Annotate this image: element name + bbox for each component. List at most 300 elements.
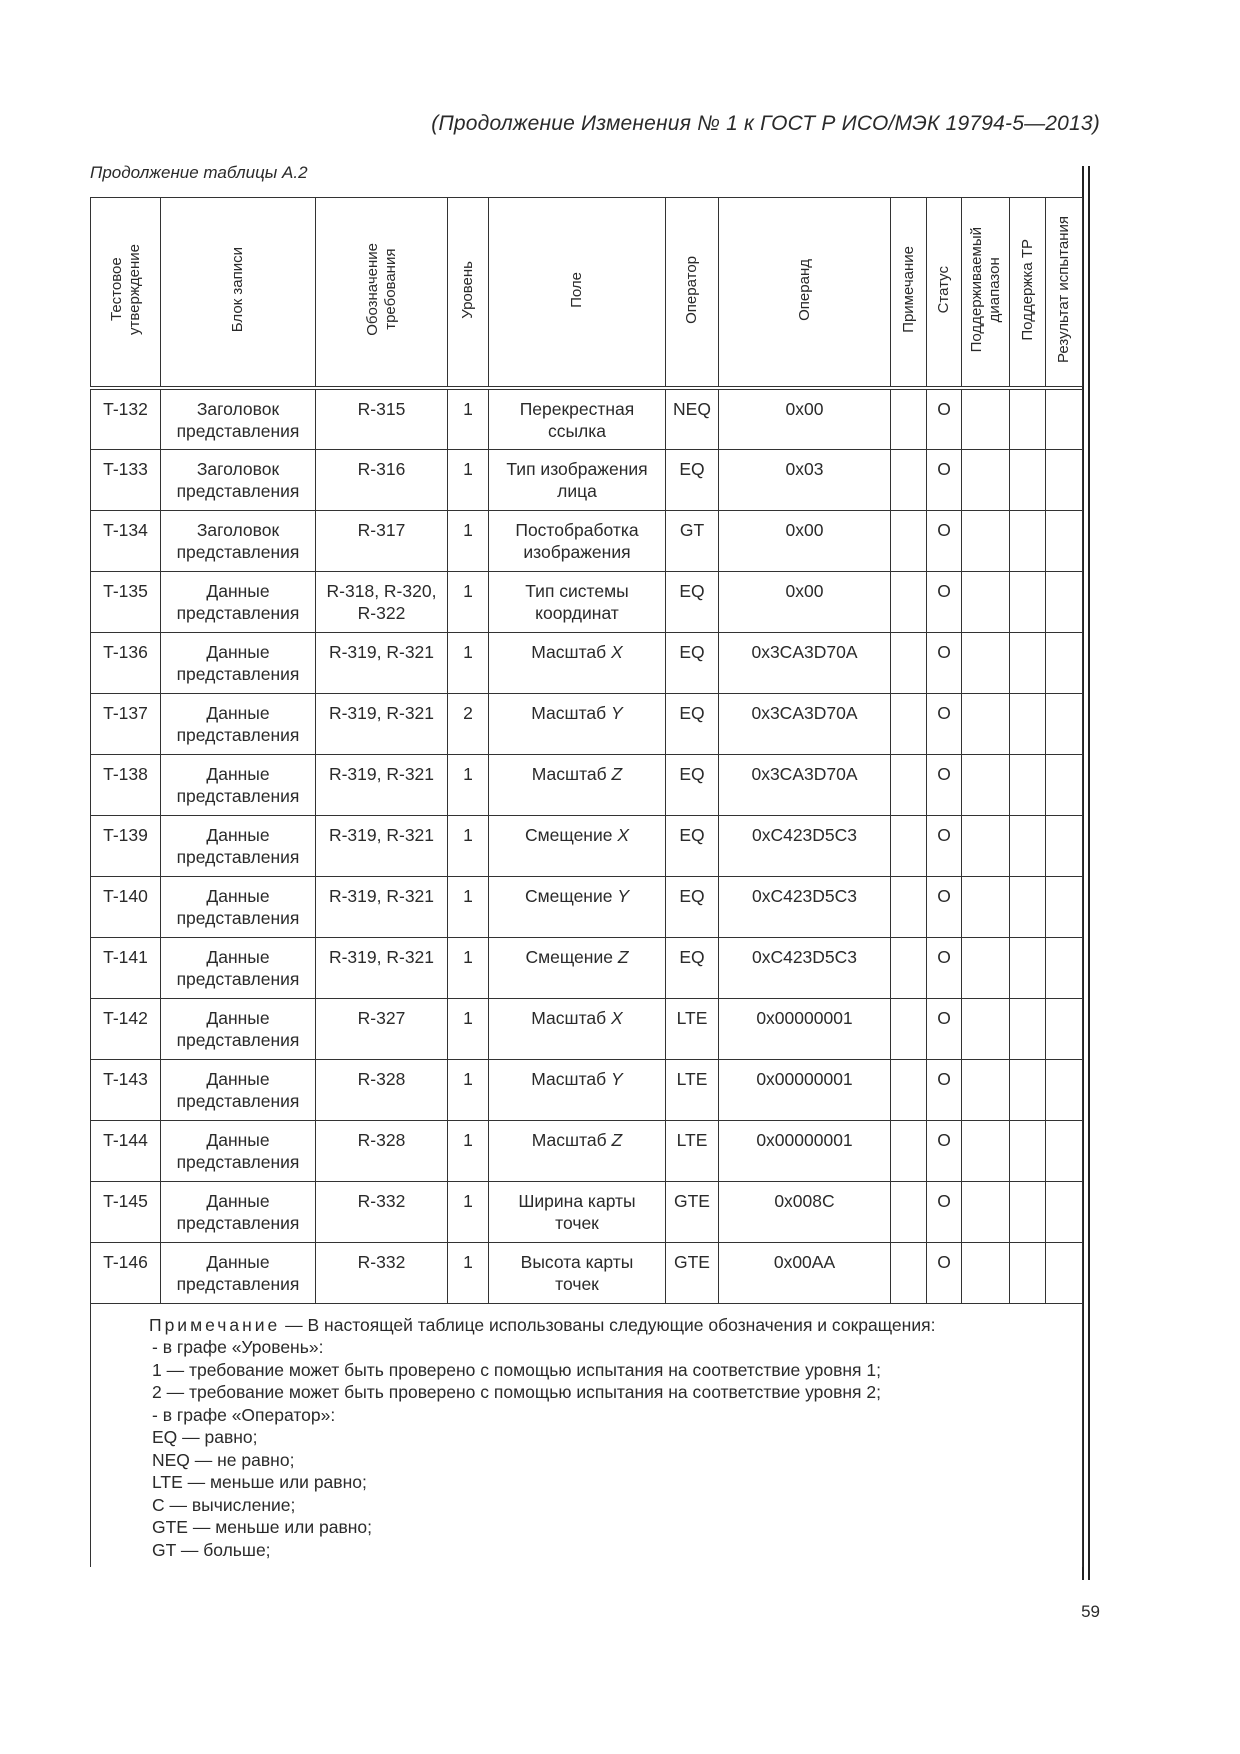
test-id-cell: [91, 1181, 161, 1242]
tp-support-cell: [1010, 632, 1046, 693]
operator-cell: [666, 449, 719, 510]
record-block-cell: [161, 815, 316, 876]
table-row: [91, 388, 1083, 449]
test-result-cell: [1046, 449, 1083, 510]
operator-cell-text: EQ: [679, 824, 705, 845]
level-cell: [448, 1242, 489, 1303]
operand-cell-text: 0x3CA3D70A: [751, 702, 858, 723]
requirement-cell-line: R-317: [357, 519, 406, 540]
requirement-cell-line: R-319, R-321: [328, 946, 435, 967]
tp-support-cell: [1010, 1120, 1046, 1181]
field-cell-line: [489, 480, 665, 502]
level-cell-text: 1: [463, 1251, 473, 1272]
operator-cell-text: EQ: [679, 580, 705, 601]
column-header-label: [683, 256, 701, 324]
operand-cell: [719, 754, 891, 815]
level-cell-text: 2: [463, 702, 473, 723]
record-block-cell-line: Данные: [206, 946, 270, 967]
record-block-cell-line: представления: [176, 1212, 300, 1233]
field-cell: [489, 815, 666, 876]
requirement-cell-line: R-319, R-321: [328, 763, 435, 784]
record-block-cell-line: представления: [176, 968, 300, 989]
supported-range-cell: [962, 937, 1010, 998]
test-result-cell: [1046, 1120, 1083, 1181]
note-cell: [891, 1120, 927, 1181]
operator-cell-text: LTE: [676, 1068, 708, 1089]
note-cell: [891, 1181, 927, 1242]
tp-support-cell: [1010, 388, 1046, 449]
note-line: EQ — равно;: [152, 1427, 258, 1447]
field-cell: [489, 510, 666, 571]
column-header-line: Поддерживаемый: [967, 226, 985, 353]
column-header-label: [796, 259, 814, 321]
status-cell: [927, 1242, 962, 1303]
requirement-cell: [316, 754, 448, 815]
record-block-cell-line: представления: [176, 480, 300, 501]
requirement-cell: [316, 1242, 448, 1303]
test-result-cell: [1046, 998, 1083, 1059]
status-cell: [927, 754, 962, 815]
test-result-cell: [1046, 876, 1083, 937]
field-cell-line: [489, 398, 665, 420]
field-cell-line: [489, 641, 665, 663]
operand-cell: [719, 1181, 891, 1242]
field-text: Масштаб: [531, 1007, 612, 1028]
requirement-cell-line: R-332: [357, 1251, 406, 1272]
test-id-cell-text: T-146: [103, 1251, 148, 1272]
tp-support-cell: [1010, 693, 1046, 754]
table-row: [91, 754, 1083, 815]
test-id-cell: [91, 388, 161, 449]
requirement-cell-line: R-319, R-321: [328, 885, 435, 906]
field-cell-line: [489, 1212, 665, 1234]
operand-cell: [719, 510, 891, 571]
table-row: [91, 510, 1083, 571]
test-result-cell: [1046, 754, 1083, 815]
field-variable: X: [611, 641, 623, 662]
note-lines: [149, 1336, 1082, 1561]
level-cell-text: 1: [463, 1190, 473, 1211]
test-id-cell: [91, 876, 161, 937]
supported-range-cell: [962, 693, 1010, 754]
table-row: [91, 1181, 1083, 1242]
status-cell: [927, 1059, 962, 1120]
record-block-cell-line: Данные: [206, 824, 270, 845]
column-header: [1010, 198, 1046, 389]
field-cell-line: [489, 580, 665, 602]
level-cell: [448, 571, 489, 632]
supported-range-cell: [962, 510, 1010, 571]
status-cell-text: O: [937, 580, 951, 601]
record-block-cell-line: представления: [176, 663, 300, 684]
note-line: 1 — требование может быть проверено с помощью испытания на соответствие уровня 1;: [152, 1359, 881, 1380]
operand-cell: [719, 998, 891, 1059]
table-header-row: [91, 198, 1083, 389]
operand-cell-text: 0x3CA3D70A: [751, 763, 858, 784]
requirement-cell-line: R-332: [357, 1190, 406, 1211]
field-variable: Y: [617, 885, 630, 906]
record-block-cell: [161, 571, 316, 632]
status-cell: [927, 998, 962, 1059]
record-block-cell: [161, 1059, 316, 1120]
test-id-cell: [91, 937, 161, 998]
test-id-cell-text: T-142: [103, 1007, 148, 1028]
test-id-cell: [91, 632, 161, 693]
test-id-cell-text: T-143: [103, 1068, 148, 1089]
test-id-cell: [91, 510, 161, 571]
record-block-cell-line: Данные: [206, 702, 270, 723]
operator-cell: [666, 998, 719, 1059]
operator-cell: [666, 510, 719, 571]
status-cell: [927, 815, 962, 876]
level-cell-text: 1: [463, 1129, 473, 1150]
operator-cell: [666, 1242, 719, 1303]
level-cell: [448, 754, 489, 815]
tp-support-cell: [1010, 510, 1046, 571]
operand-cell: [719, 1120, 891, 1181]
record-block-cell-line: представления: [176, 1273, 300, 1294]
level-cell: [448, 1059, 489, 1120]
column-header-line: Поддержка ТР: [1018, 238, 1036, 341]
field-text: лица: [557, 480, 597, 501]
note-cell: [891, 632, 927, 693]
column-header-label: [568, 272, 586, 308]
operator-cell: [666, 754, 719, 815]
operand-cell: [719, 876, 891, 937]
tp-support-cell: [1010, 815, 1046, 876]
operand-cell-text: 0xC423D5C3: [751, 946, 858, 967]
operand-cell-text: 0x00000001: [756, 1068, 853, 1089]
record-block-cell: [161, 937, 316, 998]
field-cell: [489, 632, 666, 693]
operator-cell-text: EQ: [679, 763, 705, 784]
column-header-label: [108, 244, 144, 335]
note-cell: [891, 815, 927, 876]
note-cell: [891, 1242, 927, 1303]
column-header: [161, 198, 316, 389]
requirement-cell: [316, 510, 448, 571]
field-cell-line: [489, 519, 665, 541]
note-cell: [891, 449, 927, 510]
status-cell: [927, 1181, 962, 1242]
status-cell-text: O: [937, 519, 951, 540]
field-cell: [489, 693, 666, 754]
field-cell-line: [489, 763, 665, 785]
operand-cell-text: 0x00: [785, 399, 824, 419]
note-cell: [891, 937, 927, 998]
record-block-cell: [161, 754, 316, 815]
operator-cell: [666, 876, 719, 937]
supported-range-cell: [962, 449, 1010, 510]
field-cell: [489, 449, 666, 510]
requirement-cell: [316, 1120, 448, 1181]
level-cell-text: 1: [463, 885, 473, 906]
field-cell-line: [489, 541, 665, 563]
test-id-cell-text: T-133: [103, 458, 148, 479]
frame-line-outer: [1088, 166, 1090, 1580]
record-block-cell-line: Заголовок: [196, 519, 280, 540]
table-caption: Продолжение таблицы А.2: [90, 163, 308, 182]
field-variable: Z: [617, 946, 629, 967]
field-text: Масштаб: [531, 763, 612, 784]
test-id-cell-text: T-140: [103, 885, 148, 906]
field-text: Высота карты: [520, 1251, 634, 1272]
level-cell: [448, 693, 489, 754]
level-cell: [448, 815, 489, 876]
requirement-cell: [316, 937, 448, 998]
table-row: [91, 1120, 1083, 1181]
status-cell-text: O: [937, 946, 951, 967]
operator-cell-text: EQ: [679, 458, 705, 479]
note-intro: — В настоящей таблице использованы следующие обозначения и сокращения:: [280, 1314, 936, 1335]
level-cell: [448, 998, 489, 1059]
record-block-cell: [161, 1242, 316, 1303]
note-cell: [891, 388, 927, 449]
supported-range-cell: [962, 1242, 1010, 1303]
operator-cell: [666, 937, 719, 998]
field-cell-line: [489, 1273, 665, 1295]
record-block-cell: [161, 510, 316, 571]
field-text: ссылка: [547, 421, 607, 441]
column-header-line: Результат испытания: [1055, 216, 1072, 363]
column-header: [316, 198, 448, 389]
requirements-table: [90, 197, 1082, 1567]
status-cell-text: O: [937, 702, 951, 723]
record-block-cell-line: Заголовок: [196, 458, 280, 479]
column-header: [489, 198, 666, 389]
test-id-cell: [91, 1059, 161, 1120]
tp-support-cell: [1010, 1181, 1046, 1242]
level-cell: [448, 449, 489, 510]
record-block-cell: [161, 632, 316, 693]
operator-cell-text: GTE: [674, 1251, 710, 1272]
field-text: Ширина карты: [518, 1190, 636, 1211]
operand-cell-text: 0x3CA3D70A: [751, 641, 858, 662]
field-cell-line: [489, 1068, 665, 1090]
test-result-cell: [1046, 510, 1083, 571]
record-block-cell-line: Данные: [206, 1068, 270, 1089]
status-cell: [927, 388, 962, 449]
field-text: Смещение: [524, 824, 618, 845]
table-row: [91, 1059, 1083, 1120]
column-header-line: Примечание: [899, 246, 917, 333]
supported-range-cell: [962, 876, 1010, 937]
field-variable: X: [617, 824, 630, 845]
note-line: GT — больше;: [152, 1539, 271, 1560]
field-cell-line: [489, 1190, 665, 1212]
tp-support-cell: [1010, 876, 1046, 937]
field-text: Перекрестная: [519, 399, 635, 419]
field-cell: [489, 754, 666, 815]
requirement-cell: [316, 693, 448, 754]
requirement-cell: [316, 815, 448, 876]
field-text: Тип системы: [525, 580, 629, 601]
test-id-cell: [91, 1242, 161, 1303]
test-id-cell: [91, 998, 161, 1059]
running-head: (Продолжение Изменения № 1 к ГОСТ Р ИСО/МЭК 19794-5—2013): [431, 112, 1100, 135]
field-cell: [489, 1242, 666, 1303]
operand-cell: [719, 571, 891, 632]
note-cell: [891, 1059, 927, 1120]
operand-cell-text: 0x00: [785, 519, 824, 540]
note-cell: [891, 571, 927, 632]
test-result-cell: [1046, 693, 1083, 754]
record-block-cell-line: представления: [176, 541, 300, 562]
column-header-label: [364, 243, 400, 336]
field-text: координат: [535, 602, 619, 623]
operand-cell: [719, 388, 891, 449]
operator-cell-text: GT: [679, 519, 705, 540]
supported-range-cell: [962, 754, 1010, 815]
field-cell: [489, 998, 666, 1059]
level-cell-text: 1: [463, 1068, 473, 1089]
requirement-cell-line: R-315: [357, 399, 406, 419]
column-header-label: [459, 261, 477, 319]
note-label: Примечание: [149, 1314, 281, 1335]
note-line: NEQ — не равно;: [152, 1449, 295, 1470]
column-header-label: [968, 227, 1004, 352]
note-line: C — вычисление;: [152, 1494, 296, 1515]
field-text: Масштаб: [531, 1129, 612, 1150]
status-cell-text: O: [937, 1251, 951, 1272]
operand-cell-text: 0x03: [785, 458, 824, 479]
test-result-cell: [1046, 571, 1083, 632]
status-cell-text: O: [937, 885, 951, 906]
operator-cell: [666, 1181, 719, 1242]
tp-support-cell: [1010, 1242, 1046, 1303]
level-cell: [448, 632, 489, 693]
field-cell-line: [489, 602, 665, 624]
tp-support-cell: [1010, 998, 1046, 1059]
record-block-cell-line: представления: [176, 785, 300, 806]
column-header-line: Поле: [568, 271, 585, 308]
test-result-cell: [1046, 1059, 1083, 1120]
operator-cell: [666, 1120, 719, 1181]
operator-cell-text: EQ: [679, 702, 705, 723]
column-header-label: [229, 247, 247, 332]
field-cell-line: [489, 1251, 665, 1273]
level-cell: [448, 510, 489, 571]
field-text: Смещение: [524, 885, 618, 906]
level-cell-text: 1: [463, 458, 473, 479]
field-cell: [489, 571, 666, 632]
field-text: Смещение: [525, 946, 618, 967]
level-cell-text: 1: [463, 763, 473, 784]
supported-range-cell: [962, 1181, 1010, 1242]
test-id-cell-text: T-141: [103, 946, 148, 967]
operator-cell: [666, 693, 719, 754]
note-line: - в графе «Оператор»:: [152, 1404, 336, 1425]
status-cell-text: O: [937, 1129, 951, 1150]
column-header: [1046, 198, 1083, 389]
test-id-cell: [91, 754, 161, 815]
note-line: GTE — меньше или равно;: [152, 1517, 373, 1537]
tp-support-cell: [1010, 937, 1046, 998]
operand-cell: [719, 449, 891, 510]
table-row: [91, 632, 1083, 693]
record-block-cell: [161, 876, 316, 937]
column-header-label: [935, 266, 953, 313]
table-note: [91, 1303, 1083, 1567]
field-cell: [489, 876, 666, 937]
operand-cell-text: 0xC423D5C3: [751, 824, 858, 845]
test-result-cell: [1046, 632, 1083, 693]
record-block-cell: [161, 388, 316, 449]
record-block-cell: [161, 1181, 316, 1242]
test-result-cell: [1046, 937, 1083, 998]
column-header: [448, 198, 489, 389]
operator-cell: [666, 815, 719, 876]
field-variable: Y: [611, 702, 623, 723]
table-row: [91, 876, 1083, 937]
supported-range-cell: [962, 571, 1010, 632]
requirement-cell: [316, 388, 448, 449]
status-cell: [927, 571, 962, 632]
operand-cell: [719, 632, 891, 693]
record-block-cell: [161, 449, 316, 510]
note-line: - в графе «Уровень»:: [152, 1337, 324, 1357]
level-cell: [448, 1181, 489, 1242]
operator-cell: [666, 632, 719, 693]
test-id-cell-text: T-134: [103, 519, 148, 540]
status-cell: [927, 510, 962, 571]
record-block-cell-line: представления: [176, 846, 300, 867]
requirement-cell: [316, 998, 448, 1059]
column-header-line: Тестовое: [107, 257, 125, 322]
level-cell: [448, 1120, 489, 1181]
test-id-cell-text: T-132: [103, 399, 148, 419]
tp-support-cell: [1010, 571, 1046, 632]
column-header-line: Операнд: [795, 258, 813, 321]
field-text: точек: [555, 1273, 599, 1294]
operand-cell: [719, 815, 891, 876]
field-text: Масштаб: [531, 1068, 612, 1089]
record-block-cell: [161, 1120, 316, 1181]
operator-cell-text: LTE: [676, 1007, 708, 1028]
operator-cell-text: EQ: [679, 641, 705, 662]
test-id-cell-text: T-138: [103, 763, 148, 784]
requirement-cell: [316, 571, 448, 632]
status-cell: [927, 937, 962, 998]
status-cell-text: O: [937, 1007, 951, 1028]
operand-cell-text: 0x00AA: [773, 1251, 836, 1272]
column-header-label: [1019, 239, 1037, 341]
status-cell-text: O: [937, 1068, 951, 1089]
requirement-cell-line: R-319, R-321: [328, 702, 435, 723]
note-cell: [891, 693, 927, 754]
tp-support-cell: [1010, 754, 1046, 815]
supported-range-cell: [962, 632, 1010, 693]
column-header-line: утверждение: [125, 244, 143, 335]
table-row: [91, 449, 1083, 510]
field-variable: Z: [611, 763, 623, 784]
field-cell-line: [489, 702, 665, 724]
field-text: точек: [555, 1212, 599, 1233]
requirement-cell: [316, 876, 448, 937]
field-cell: [489, 937, 666, 998]
column-header-line: требования: [381, 248, 399, 331]
record-block-cell-line: Данные: [206, 641, 270, 662]
operand-cell-text: 0xC423D5C3: [751, 885, 858, 906]
field-variable: X: [611, 1007, 623, 1028]
test-id-cell: [91, 693, 161, 754]
status-cell-text: O: [937, 399, 951, 419]
field-variable: Y: [611, 1068, 623, 1089]
requirement-cell-line: R-328: [357, 1129, 406, 1150]
note-line: 2 — требование может быть проверено с помощью испытания на соответствие уровня 2;: [152, 1382, 881, 1402]
test-id-cell: [91, 1120, 161, 1181]
status-cell-text: O: [937, 1190, 951, 1211]
